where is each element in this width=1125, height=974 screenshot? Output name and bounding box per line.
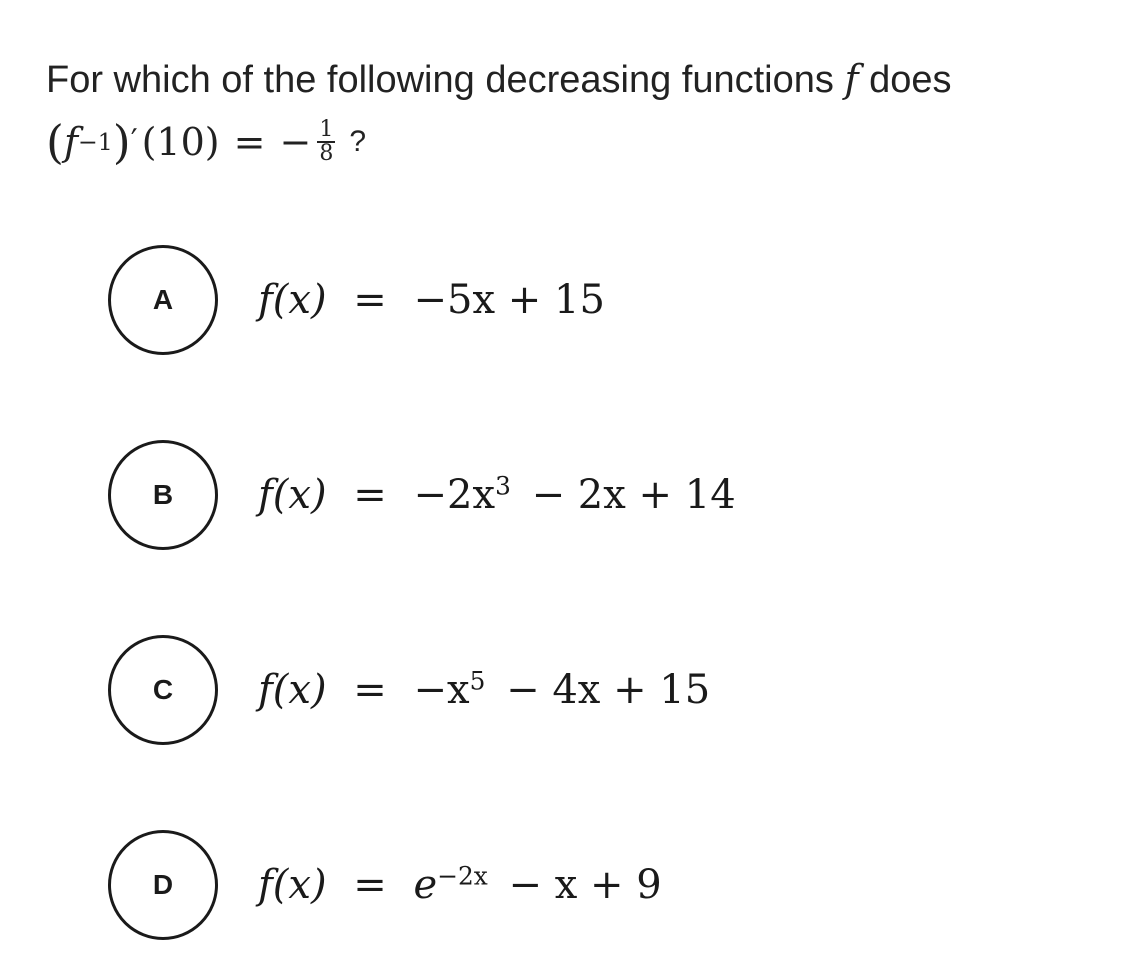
option-a[interactable] bbox=[108, 241, 605, 359]
option-b-term2: − 2x + 14 bbox=[531, 472, 736, 518]
option-d-letter[interactable]: D bbox=[108, 830, 218, 940]
option-b-lhs: f(x) bbox=[258, 472, 327, 518]
option-a-formula bbox=[258, 277, 605, 323]
question-line-1 bbox=[46, 52, 1106, 107]
option-d-formula bbox=[258, 862, 662, 908]
option-c-exponent: 5 bbox=[469, 666, 486, 696]
option-d[interactable] bbox=[108, 826, 662, 944]
option-c-term2: − 4x + 15 bbox=[506, 667, 711, 713]
option-d-exponent: −2x bbox=[437, 861, 488, 891]
expr-sign: − bbox=[279, 120, 312, 164]
option-b-term1: −2x bbox=[413, 472, 496, 518]
fraction-numerator: 1 bbox=[319, 117, 334, 142]
option-a-rhs: −5x + 15 bbox=[413, 277, 605, 323]
question-variable: f bbox=[844, 57, 859, 101]
expr-base: f bbox=[63, 120, 79, 164]
question-prompt bbox=[46, 52, 1106, 177]
option-b-formula bbox=[258, 472, 736, 518]
question-text: For which of the following decreasing functions bbox=[46, 59, 834, 101]
option-c-eq: = bbox=[353, 667, 387, 713]
expr-argument: (10) bbox=[141, 120, 220, 164]
option-d-term2: − x + 9 bbox=[508, 862, 662, 908]
option-b-letter[interactable]: B bbox=[108, 440, 218, 550]
option-b[interactable] bbox=[108, 436, 736, 554]
option-d-term1: e bbox=[413, 862, 438, 908]
option-a-letter[interactable]: A bbox=[108, 245, 218, 355]
option-c-lhs: f(x) bbox=[258, 667, 327, 713]
question-tail: does bbox=[869, 59, 952, 101]
fraction-denominator: 8 bbox=[319, 141, 334, 166]
option-b-eq: = bbox=[353, 472, 387, 518]
option-c-letter[interactable]: C bbox=[108, 635, 218, 745]
option-a-eq: = bbox=[353, 277, 387, 323]
option-c-term1: −x bbox=[413, 667, 470, 713]
option-c[interactable] bbox=[108, 631, 710, 749]
option-c-formula bbox=[258, 667, 710, 713]
option-d-eq: = bbox=[353, 862, 387, 908]
expr-fraction bbox=[317, 119, 335, 165]
question-mark: ? bbox=[349, 125, 366, 158]
option-a-lhs: f(x) bbox=[258, 277, 327, 323]
option-b-exponent: 3 bbox=[495, 471, 511, 501]
expr-equals: = bbox=[233, 120, 266, 164]
option-d-lhs: f(x) bbox=[258, 862, 327, 908]
question-expression: ( f −1 ) ′ (10) = − $\frac{1}{8}$ ? bbox=[46, 115, 366, 169]
